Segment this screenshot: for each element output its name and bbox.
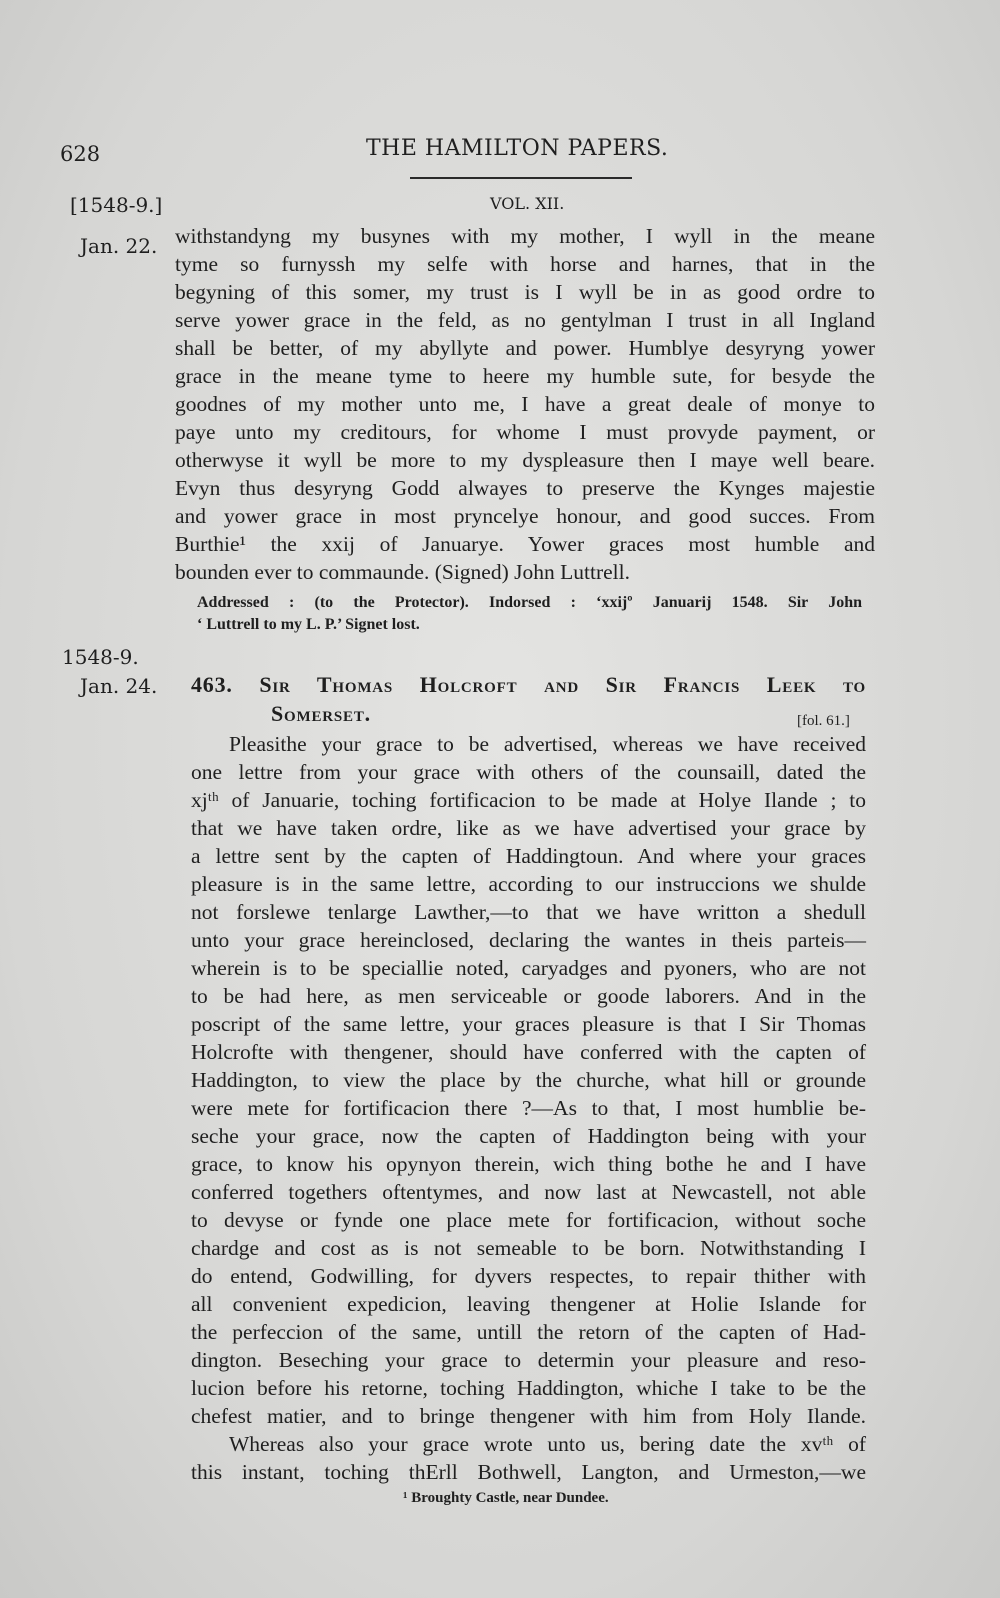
body-line: wherein is to be speciallie noted, caryadges and pyoners, who are not (191, 956, 866, 980)
body-line: xjᵗʰ of Januarie, toching fortificacion to be made at Holye Ilande ; to (191, 788, 866, 812)
heading-line: Somerset. (271, 701, 371, 726)
body-line: do entend, Godwilling, for dyvers respectes, to repair thither with (191, 1264, 866, 1288)
body-line: otherwyse it wyll be more to my dyspleasure then I maye well beare. (175, 448, 875, 472)
body-line: bounden ever to commaunde. (Signed) John Luttrell. (175, 560, 630, 584)
body-line: chardge and cost as is not semeable to be born. Notwithstanding I (191, 1236, 866, 1260)
body-line: to devyse or fynde one place mete for fortificacion, without soche (191, 1208, 866, 1232)
body-line: begyning of this somer, my trust is I wyll be in as good ordre to (175, 280, 875, 304)
title-rule (410, 177, 632, 179)
body-line: serve yower grace in the feld, as no gentylman I trust in all Ingland (175, 308, 875, 332)
body-line: poscript of the same lettre, your graces pleasure is that I Sir Thomas (191, 1012, 866, 1036)
body-line: tyme so furnyssh my selfe with horse and harnes, that in the (175, 252, 875, 276)
running-title: THE HAMILTON PAPERS. (366, 136, 669, 161)
margin-date-jan-22: Jan. 22. (80, 234, 158, 258)
body-line: this instant, toching thErll Bothwell, Langton, and Urmeston,—we (191, 1460, 866, 1484)
page-number: 628 (60, 142, 101, 166)
body-line: conferred togethers oftentymes, and now last at Newcastell, not able (191, 1180, 866, 1204)
heading-line: 463. Sir Thomas Holcroft and Sir Francis Leek to (191, 672, 866, 697)
body-line: Haddington, to view the place by the churche, what hill or grounde (191, 1068, 866, 1092)
endorsement-note (197, 592, 862, 636)
margin-year: [1548-9.] (70, 193, 163, 217)
body-line: that we have taken ordre, like as we have advertised your grace by (191, 816, 866, 840)
body-line: grace, to know his opynyon therein, wich thing bothe he and I have (191, 1152, 866, 1176)
body-line: Pleasithe your grace to be advertised, whereas we have received (229, 732, 866, 756)
letter-luttrell-body (175, 222, 875, 586)
margin-date-jan-24: Jan. 24. (80, 674, 158, 698)
body-line: the perfeccion of the same, untill the retorn of the capten of Had- (191, 1320, 866, 1344)
margin-year-1548-9: 1548-9. (62, 645, 139, 669)
note-line: Addressed : (to the Protector). Indorsed : ‘xxijº Januarij 1548. Sir John (197, 594, 862, 611)
body-line: dington. Beseching your grace to determin your pleasure and reso- (191, 1348, 866, 1372)
body-line: one lettre from your grace with others of the counsaill, dated the (191, 760, 866, 784)
folio-label: [fol. 61.] (797, 713, 850, 729)
body-line: to be had here, as men serviceable or goode laborers. And in the (191, 984, 866, 1008)
letter-463-heading (191, 670, 866, 700)
body-line: unto your grace hereinclosed, declaring the wantes in theis parteis— (191, 928, 866, 952)
volume-label: VOL. XII. (490, 194, 565, 213)
body-line: not forslewe tenlarge Lawther,—to that we have writton a shedull (191, 900, 866, 924)
heading-recipient (271, 699, 371, 729)
body-line: were mete for fortificacion there ?—As to that, I most humblie be- (191, 1096, 866, 1120)
body-line: chefest matier, and to bringe thengener with him from Holy Ilande. (191, 1404, 866, 1428)
body-line: seche your grace, now the capten of Haddington being with your (191, 1124, 866, 1148)
body-line: all convenient expedicion, leaving thengener at Holie Islande for (191, 1292, 866, 1316)
letter-463-body (191, 730, 866, 1486)
body-line: paye unto my creditours, for whome I must provyde payment, or (175, 420, 875, 444)
body-line: Evyn thus desyryng Godd alwayes to preserve the Kynges majestie (175, 476, 875, 500)
body-line: Burthie¹ the xxij of Januarye. Yower graces most humble and (175, 532, 875, 556)
body-line: and yower grace in most pryncelye honour, and good succes. From (175, 504, 875, 528)
body-line: pleasure is in the same lettre, according to our instruccions we shulde (191, 872, 866, 896)
body-line: goodnes of my mother unto me, I have a great deale of monye to (175, 392, 875, 416)
footnote: ¹ Broughty Castle, near Dundee. (403, 1490, 609, 1506)
body-line: Holcrofte with thengener, should have conferred with the capten of (191, 1040, 866, 1064)
body-line: Whereas also your grace wrote unto us, bering date the xvᵗʰ of (229, 1432, 866, 1456)
body-line: withstandyng my busynes with my mother, I wyll in the meane (175, 224, 875, 248)
body-line: a lettre sent by the capten of Haddingtoun. And where your graces (191, 844, 866, 868)
body-line: lucion before his retorne, toching Haddington, whiche I take to be the (191, 1376, 866, 1400)
note-line: ‘ Luttrell to my L. P.’ Signet lost. (197, 616, 420, 633)
body-line: shall be better, of my abyllyte and power. Humblye desyryng yower (175, 336, 875, 360)
body-line: grace in the meane tyme to heere my humble sute, for besyde the (175, 364, 875, 388)
